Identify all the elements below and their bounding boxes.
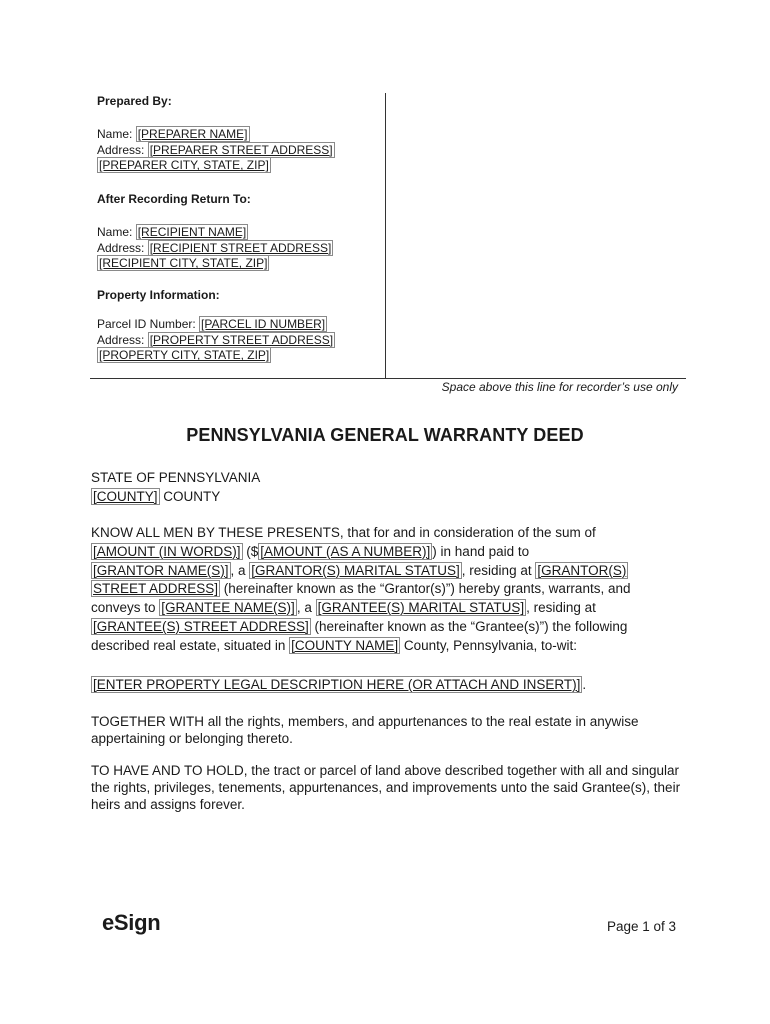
- legal-description-field[interactable]: [ENTER PROPERTY LEGAL DESCRIPTION HERE (OR ATTACH AND INSERT)]: [93, 677, 581, 692]
- recorder-note: Space above this line for recorder’s use only: [441, 380, 678, 394]
- legal-description-suffix: .: [582, 677, 587, 692]
- consideration-text: ) in hand paid to: [432, 543, 530, 559]
- grantee-street-field[interactable]: [GRANTEE(S) STREET ADDRESS]: [93, 618, 309, 634]
- recording-header-box: [90, 93, 386, 378]
- return-to-title: After Recording Return To:: [97, 192, 251, 206]
- return-to-section: [97, 192, 333, 272]
- preparer-city-field[interactable]: [PREPARER CITY, STATE, ZIP]: [99, 158, 269, 173]
- amount-number-field[interactable]: [AMOUNT (AS A NUMBER)]: [260, 543, 431, 559]
- state-county-block: [91, 468, 681, 506]
- state-line: STATE OF PENNSYLVANIA: [91, 470, 261, 485]
- consideration-text: described real estate, situated in: [91, 637, 290, 653]
- grantor-name-field[interactable]: [GRANTOR NAME(S)]: [93, 562, 229, 578]
- preparer-address-label: Address:: [97, 142, 145, 157]
- property-address-label: Address:: [97, 332, 145, 347]
- prepared-by-title: Prepared By:: [97, 94, 172, 108]
- consideration-text: ($: [242, 543, 259, 559]
- consideration-text: , a: [230, 562, 250, 578]
- recorder-divider: [90, 378, 686, 379]
- county-field[interactable]: [COUNTY]: [93, 489, 158, 504]
- property-street-field[interactable]: [PROPERTY STREET ADDRESS]: [149, 332, 334, 347]
- amount-words-field[interactable]: [AMOUNT (IN WORDS)]: [93, 543, 241, 559]
- recipient-street-field[interactable]: [RECIPIENT STREET ADDRESS]: [149, 240, 332, 255]
- grantor-street-field[interactable]: STREET ADDRESS]: [93, 581, 219, 597]
- preparer-street-field[interactable]: [PREPARER STREET ADDRESS]: [149, 142, 333, 157]
- legal-description-line: [91, 675, 681, 694]
- consideration-text: conveys to: [91, 600, 160, 616]
- property-city-field[interactable]: [PROPERTY CITY, STATE, ZIP]: [99, 348, 270, 363]
- recipient-name-label: Name:: [97, 225, 133, 240]
- to-have-and-hold-paragraph: TO HAVE AND TO HOLD, the tract or parcel of land above described together with all and singular the rights, privileges, tenements, appurtenances, and improvements unto the said Grantee(s), their heirs and assigns forever.: [91, 763, 681, 812]
- county-suffix: COUNTY: [159, 489, 221, 504]
- consideration-text: (hereinafter known as the “Grantor(s)”) hereby grants, warrants, and: [220, 581, 631, 597]
- grantor-status-field[interactable]: [GRANTOR(S) MARITAL STATUS]: [251, 562, 460, 578]
- property-info-section: [97, 288, 335, 364]
- parcel-id-label: Parcel ID Number:: [97, 317, 196, 332]
- consideration-text: , a: [296, 600, 316, 616]
- grantee-status-field[interactable]: [GRANTEE(S) MARITAL STATUS]: [317, 600, 525, 616]
- parcel-id-field[interactable]: [PARCEL ID NUMBER]: [201, 317, 326, 332]
- recipient-city-field[interactable]: [RECIPIENT CITY, STATE, ZIP]: [99, 256, 268, 271]
- esign-logo: eSign: [102, 910, 161, 935]
- grantee-name-field[interactable]: [GRANTEE NAME(S)]: [161, 600, 295, 616]
- consideration-text: KNOW ALL MEN BY THESE PRESENTS, that for and in consideration of the sum of: [91, 525, 596, 540]
- county-name-field[interactable]: [COUNTY NAME]: [291, 637, 399, 653]
- consideration-text: , residing at: [526, 600, 596, 616]
- recipient-name-field[interactable]: [RECIPIENT NAME]: [137, 225, 247, 240]
- consideration-text: (hereinafter known as the “Grantee(s)”) the following: [310, 618, 628, 634]
- together-with-paragraph: TOGETHER WITH all the rights, members, and appurtenances to the real estate in anywise appertaining or belonging thereto.: [91, 714, 639, 746]
- recipient-address-label: Address:: [97, 240, 145, 255]
- property-info-title: Property Information:: [97, 288, 220, 302]
- page-number: Page 1 of 3: [606, 919, 676, 934]
- prepared-by-section: [97, 94, 335, 174]
- page-title: PENNSYLVANIA GENERAL WARRANTY DEED: [186, 425, 584, 445]
- grantor-street-field[interactable]: [GRANTOR(S): [537, 562, 627, 578]
- consideration-text: , residing at: [461, 562, 536, 578]
- consideration-paragraph: [91, 524, 681, 656]
- consideration-text: County, Pennsylvania, to-wit:: [400, 637, 577, 653]
- preparer-name-field[interactable]: [PREPARER NAME]: [137, 127, 248, 142]
- preparer-name-label: Name:: [97, 127, 133, 142]
